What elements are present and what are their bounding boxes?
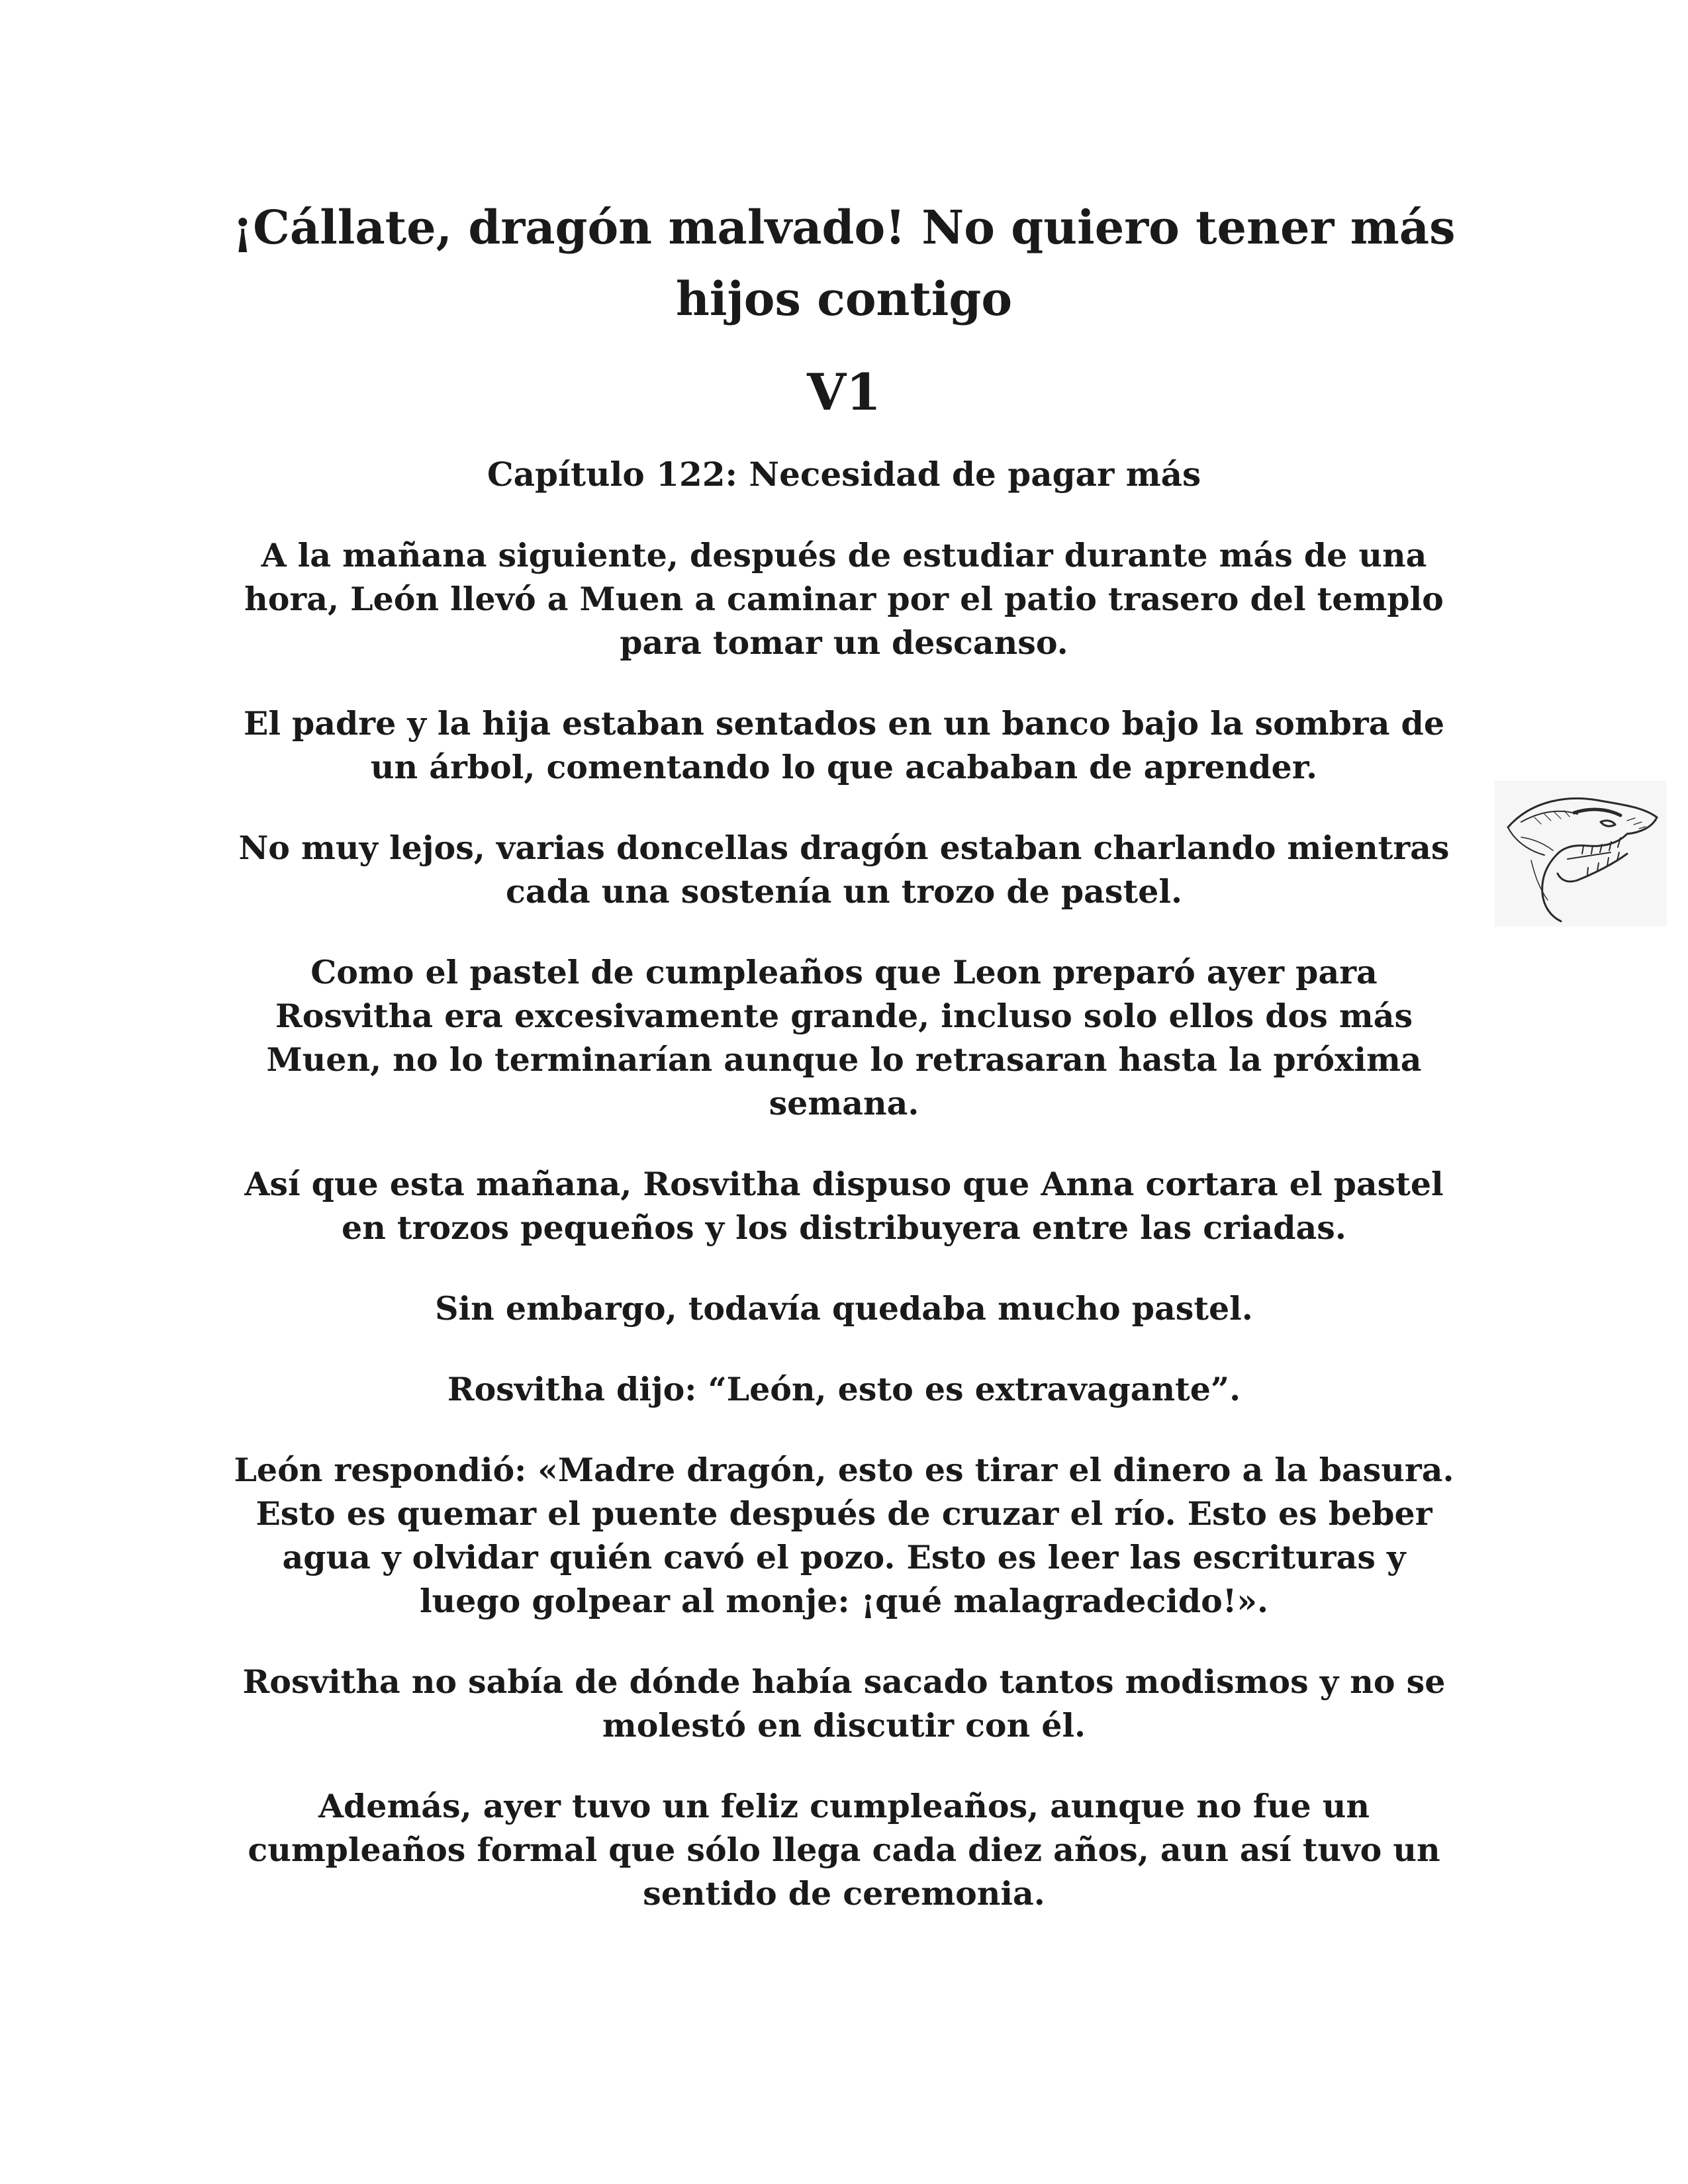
document-page bbox=[225, 192, 1463, 1952]
paragraph-5: Así que esta mañana, Rosvitha dispuso que Anna cortara el pastel en trozos pequeños y los distribuyera entre las criadas. bbox=[244, 1165, 1444, 1247]
paragraph-6: Sin embargo, todavía quedaba mucho pastel. bbox=[435, 1289, 1253, 1328]
paragraph-1: A la mañana siguiente, después de estudiar durante más de una hora, León llevó a Muen a caminar por el patio trasero del templo para tomar un descanso. bbox=[244, 536, 1444, 662]
paragraph-9: Rosvitha no sabía de dónde había sacado tantos modismos y no se molestó en discutir con él. bbox=[242, 1662, 1446, 1745]
document-title: ¡Cállate, dragón malvado! No quiero tener más hijos contigo bbox=[232, 200, 1456, 326]
paragraph-10: Además, ayer tuvo un feliz cumpleaños, aunque no fue un cumpleaños formal que sólo llega cada diez años, aun así tuvo un sentido de ceremonia. bbox=[248, 1787, 1440, 1913]
paragraph-2: El padre y la hija estaban sentados en un banco bajo la sombra de un árbol, comentando lo que acababan de aprender. bbox=[243, 704, 1444, 786]
chapter-heading: Capítulo 122: Necesidad de pagar más bbox=[487, 455, 1201, 494]
paragraph-7: Rosvitha dijo: “León, esto es extravagante”. bbox=[447, 1370, 1241, 1408]
paragraph-8: León respondió: «Madre dragón, esto es tirar el dinero a la basura. Esto es quemar el puente después de cruzar el río. Esto es beber agua y olvidar quién cavó el pozo. Esto es leer las escrituras y luego golpear al monje: ¡qué malagradecido!». bbox=[234, 1451, 1454, 1620]
paragraph-3: No muy lejos, varias doncellas dragón estaban charlando mientras cada una sostenía un trozo de pastel. bbox=[238, 829, 1450, 911]
dragon-head-icon bbox=[1495, 781, 1667, 927]
volume-label: V1 bbox=[807, 363, 881, 422]
paragraph-4: Como el pastel de cumpleaños que Leon preparó ayer para Rosvitha era excesivamente grande, incluso solo ellos dos más Muen, no lo terminarían aunque lo retrasaran hasta la próxima semana. bbox=[266, 953, 1422, 1122]
